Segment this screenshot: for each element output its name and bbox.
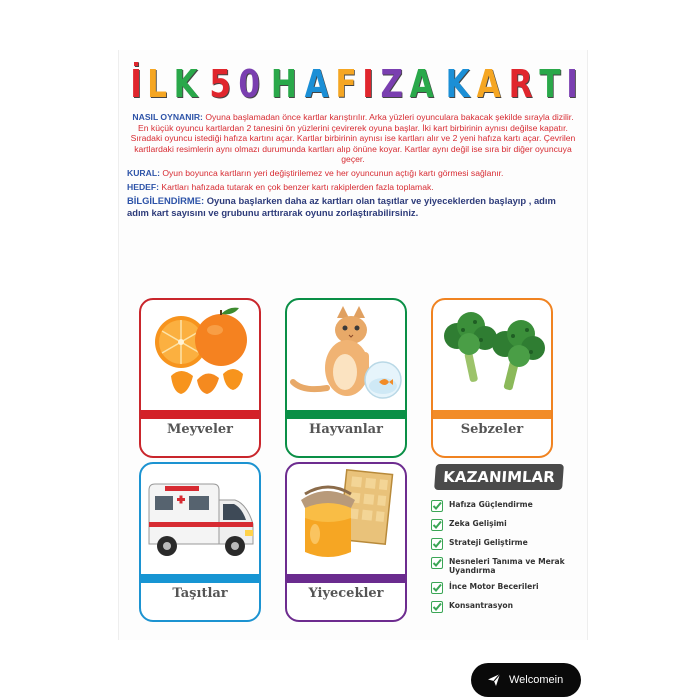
title-letter: 0 <box>237 62 260 106</box>
outcome-text: Nesneleri Tanıma ve Merak Uyandırma <box>449 557 565 575</box>
title-letter: A <box>409 62 434 106</box>
list-item <box>431 519 581 531</box>
title-letter: İ <box>130 62 142 106</box>
how-to-play-label: NASIL OYNANIR: <box>132 112 203 122</box>
checkbox-checked-icon <box>431 557 443 569</box>
category-color-band <box>287 410 405 419</box>
title-letter: A <box>304 62 329 106</box>
category-color-band <box>141 574 259 583</box>
goal-text: Kartları hafızada tutarak en çok benzer kartı rakiplerden fazla toplamak. <box>161 181 434 192</box>
card-label: Hayvanlar <box>309 422 383 437</box>
title-letter: A <box>476 62 502 106</box>
how-to-play-paragraph <box>127 112 579 165</box>
rule-paragraph <box>127 168 579 179</box>
card-hayvanlar <box>285 298 407 458</box>
title-letter: L <box>147 62 168 106</box>
list-item <box>431 500 581 512</box>
checkbox-checked-icon <box>431 538 443 550</box>
outcome-text: Zeka Gelişimi <box>449 519 507 528</box>
list-item <box>431 557 581 575</box>
title-letter: K <box>174 62 199 106</box>
category-color-band <box>287 574 405 583</box>
card-label: Yiyecekler <box>308 586 384 601</box>
rule-text: Oyun boyunca kartların yeri değiştirilemez ve her oyuncunun açtığı kartı görmesi sağlanır. <box>162 167 504 178</box>
card-label: Sebzeler <box>460 422 524 437</box>
outcome-text: Konsantrasyon <box>449 601 514 610</box>
checkbox-checked-icon <box>431 500 443 512</box>
title-letter: F <box>335 62 358 106</box>
outcome-text: Strateji Geliştirme <box>449 538 528 547</box>
info-paragraph <box>127 195 579 218</box>
title-letter: R <box>508 62 533 106</box>
welcome-text: Welcomein <box>509 674 564 686</box>
title-letter: 5 <box>209 62 232 106</box>
checkbox-checked-icon <box>431 601 443 613</box>
card-yiyecekler <box>285 462 407 622</box>
honey-jar-icon <box>287 464 405 570</box>
title-letter: I <box>362 62 375 106</box>
outcomes-heading: KAZANIMLAR <box>434 464 564 490</box>
outcome-text: İnce Motor Becerileri <box>449 582 539 591</box>
card-label: Taşıtlar <box>172 586 228 601</box>
category-color-band <box>141 410 259 419</box>
title-letter: I <box>566 62 578 106</box>
ambulance-icon <box>141 464 259 570</box>
outcomes-list <box>431 500 581 620</box>
list-item <box>431 601 581 613</box>
goal-label: HEDEF: <box>127 181 159 192</box>
card-tasitlar <box>139 462 261 622</box>
list-item <box>431 582 581 594</box>
outcome-text: Hafıza Güçlendirme <box>449 500 533 509</box>
info-label: BİLGİLENDİRME: <box>127 195 205 207</box>
info-text: Oyuna başlarken daha az kartları olan taşıtlar ve yiyeceklerden başlayıp , adım adım kart sayısını ve grubunu arttırarak oyunu zorlaştırabilirsiniz. <box>127 195 556 218</box>
title-letter: T <box>539 62 561 106</box>
list-item <box>431 538 581 550</box>
welcome-chat-button[interactable] <box>471 663 581 697</box>
instructions <box>127 112 579 221</box>
title-letter: Z <box>380 62 403 106</box>
how-to-play-text: Oyuna başlamadan önce kartlar karıştırılır. Arka yüzleri oyunculara bakacak şekilde sırayla dizilir. En küçük oyuncu kartlardan 2 tanesini ön yüzlerini çevirerek oyuna başlar. İki kart birbirinin aynısı değilse kapatır. Sıradaki oyuncu istediği hafıza kartını açar. Kartlar birbirinin aynısı ise kartları alır ve 2 yeni hafıza kartı açar. Çevrilen kartlardaki resimlerin aynı olmazı durumunda kartları alıp önüne koyar. Kartlar aynı değil ise sıra bir diğer oyuncuya geçer. <box>130 112 576 165</box>
card-label: Meyveler <box>166 422 234 437</box>
orange-fruit-icon <box>141 300 259 406</box>
rule-label: KURAL: <box>127 167 160 178</box>
category-color-band <box>433 410 551 419</box>
game-instruction-sheet <box>118 50 588 640</box>
title-letter: K <box>445 62 470 106</box>
goal-paragraph <box>127 182 579 193</box>
title-letter: H <box>271 62 298 106</box>
card-meyveler <box>139 298 261 458</box>
broccoli-icon <box>433 300 551 406</box>
card-sebzeler <box>431 298 553 458</box>
cat-fishbowl-icon <box>287 300 405 406</box>
page-title <box>129 62 579 106</box>
send-paper-plane-icon <box>487 673 501 687</box>
checkbox-checked-icon <box>431 582 443 594</box>
checkbox-checked-icon <box>431 519 443 531</box>
